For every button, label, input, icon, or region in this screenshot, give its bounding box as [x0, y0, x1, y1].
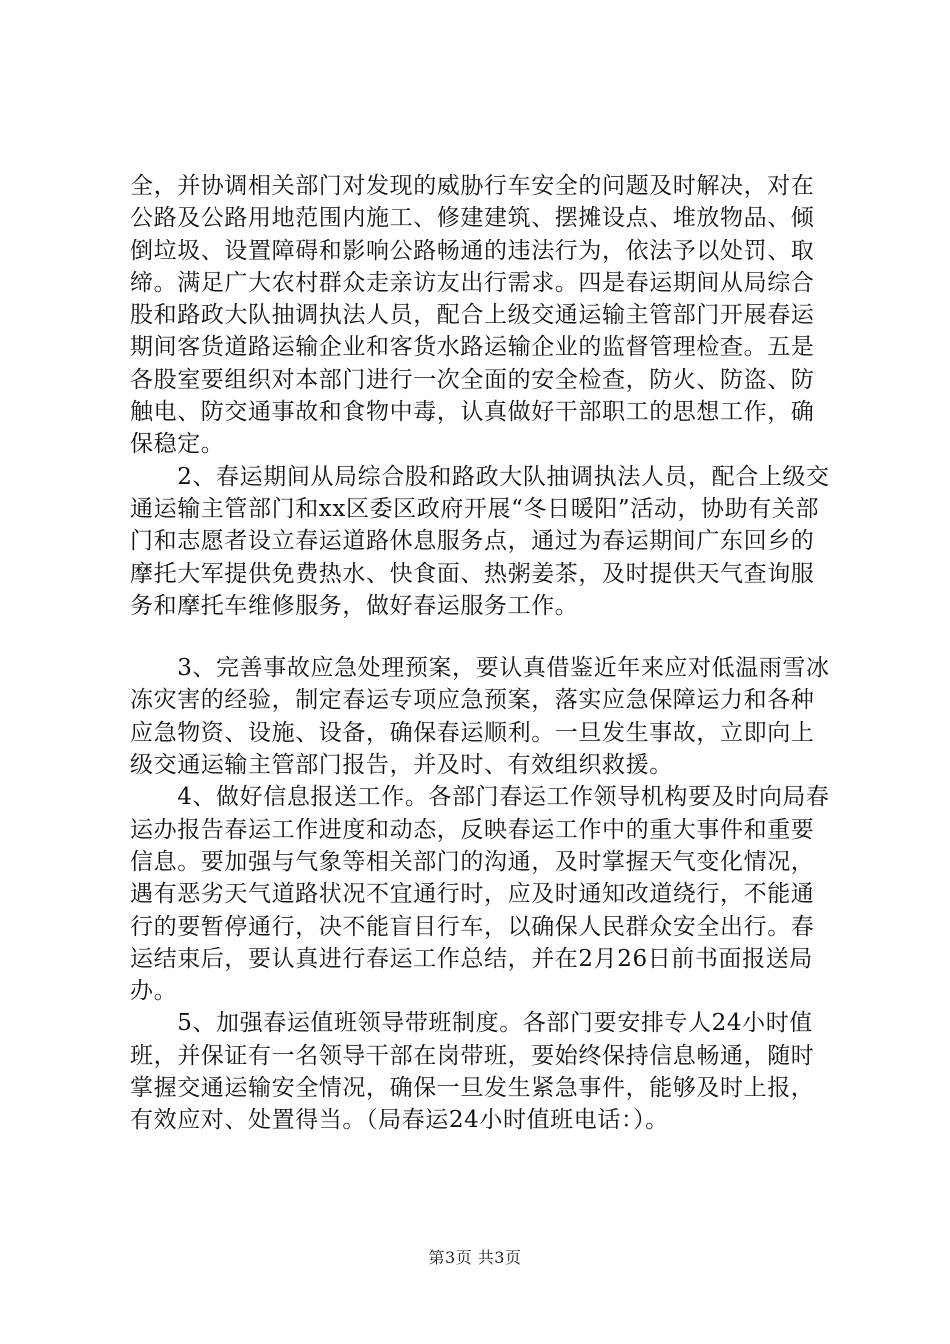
- paragraph-3: 3、完善事故应急处理预案，要认真借鉴近年来应对低温雨雪冰冻灾害的经验，制定春运专项应急预案，落实应急保障运力和各种应急物资、设施、设备，确保春运顺利。一旦发生事故，立即向上级交通运输主管部门报告，并及时、有效组织救援。: [130, 655, 830, 779]
- paragraph-1: 全，并协调相关部门对发现的威胁行车安全的问题及时解决，对在公路及公路用地范围内施工、修建建筑、摆摊设点、堆放物品、倾倒垃圾、设置障碍和影响公路畅通的违法行为，依法予以处罚、取缔。满足广大农村群众走亲访友出行需求。四是春运期间从局综合股和路政大队抽调执法人员，配合上级交通运输主管部门开展春运期间客货道路运输企业和客货水路运输企业的监督管理检查。五是各股室要组织对本部门进行一次全面的安全检查，防火、防盗、防触电、防交通事故和食物中毒，认真做好干部职工的思想工作，确保稳定。: [130, 173, 815, 458]
- paragraph-2: 2、春运期间从局综合股和路政大队抽调执法人员，配合上级交通运输主管部门和xx区委区政府开展“冬日暖阳”活动，协助有关部门和志愿者设立春运道路休息服务点，通过为春运期间广东回乡的摩托大军提供免费热水、快食面、热粥姜茶，及时提供天气查询服务和摩托车维修服务，做好春运服务工作。: [130, 463, 830, 619]
- paragraph-spacer: [130, 622, 830, 652]
- paragraph-5: 5、加强春运值班领导带班制度。各部门要安排专人24小时值班，并保证有一名领导干部在岗带班，要始终保持信息畅通，随时掌握交通运输安全情况，确保一旦发生紧急事件，能够及时上报，有效应对、处置得当。（局春运24小时值班电话：）。: [130, 1010, 815, 1134]
- paragraph-4: 4、做好信息报送工作。各部门春运工作领导机构要及时向局春运办报告春运工作进度和动态，反映春运工作中的重大事件和重要信息。要加强与气象等相关部门的沟通，及时掌握天气变化情况，遇有恶劣天气道路状况不宜通行时，应及时通知改道绕行，不能通行的要暂停通行，决不能盲目行车，以确保人民群众安全出行。春运结束后，要认真进行春运工作总结，并在2月26日前书面报送局办。: [130, 784, 830, 1005]
- page-number-footer: 第3页 共3页: [428, 1248, 522, 1267]
- document-body: [130, 170, 830, 1137]
